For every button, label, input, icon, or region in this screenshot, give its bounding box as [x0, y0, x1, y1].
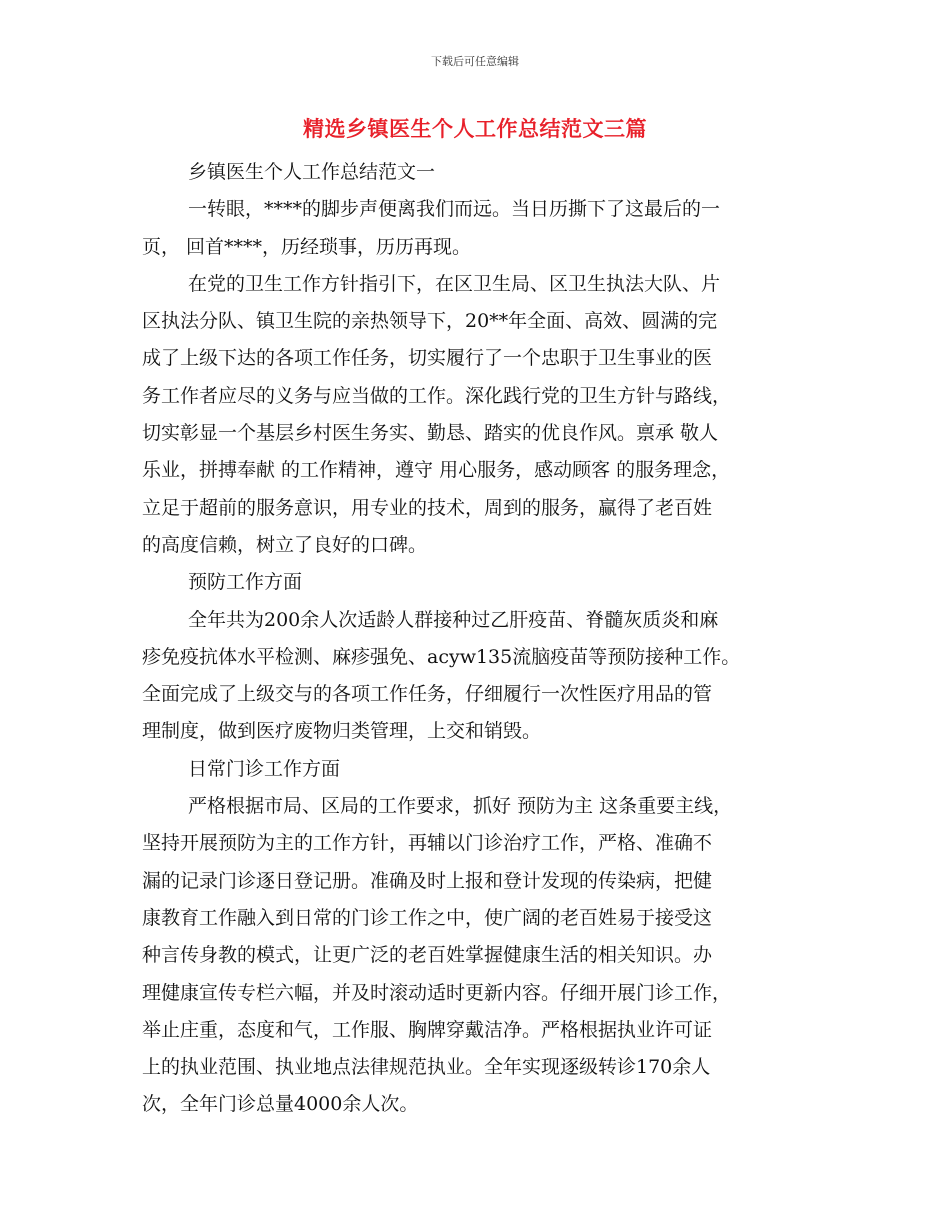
text-line: 上的执业范围、执业地点法律规范执业。全年实现逐级转诊170余人 — [142, 1056, 711, 1079]
text-line: 切实彰显一个基层乡村医生务实、勤恳、踏实的优良作风。禀承 敬人 — [142, 422, 719, 445]
text-line: 疹免疫抗体水平检测、麻疹强免、acyw135流脑疫苗等预防接种工作。 — [142, 645, 741, 668]
text-line: 的高度信赖，树立了良好的口碑。 — [142, 533, 428, 556]
text-line: 成了上级下达的各项工作任务，切实履行了一个忠职于卫生事业的医 — [142, 347, 713, 370]
document-body — [142, 154, 822, 1124]
text-line: 理健康宣传专栏六幅，并及时滚动适时更新内容。仔细开展门诊工作， — [142, 981, 732, 1004]
text-line: 漏的记录门诊逐日登记册。准确及时上报和登计发现的传染病，把健 — [142, 869, 713, 892]
text-line: 日常门诊工作方面 — [188, 757, 341, 780]
text-line: 理制度，做到医疗废物归类管理，上交和销毁。 — [142, 720, 542, 743]
text-line: 次，全年门诊总量4000余人次。 — [142, 1093, 419, 1116]
text-line: 区执法分队、镇卫生院的亲热领导下，20**年全面、高效、圆满的完 — [142, 310, 718, 333]
text-line: 乐业，拼搏奉献 的工作精神，遵守 用心服务，感动顾客 的服务理念， — [142, 459, 731, 482]
text-line: 预防工作方面 — [188, 571, 303, 594]
text-line: 坚持开展预防为主的工作方针，再辅以门诊治疗工作，严格、准确不 — [142, 832, 713, 855]
text-line: 乡镇医生个人工作总结范文一 — [188, 161, 436, 183]
text-line: 严格根据市局、区局的工作要求，抓好 预防为主 这条重要主线， — [188, 795, 733, 818]
text-line: 种言传身教的模式，让更广泛的老百姓掌握健康生活的相关知识。办 — [142, 944, 713, 967]
text-line: 页， 回首****，历经琐事，历历再现。 — [142, 235, 472, 258]
text-line: 全年共为200余人次适龄人群接种过乙肝疫苗、脊髓灰质炎和麻 — [188, 608, 719, 631]
text-line: 在党的卫生工作方针指引下，在区卫生局、区卫生执法大队、片 — [188, 272, 721, 295]
text-line: 立足于超前的服务意识，用专业的技术，周到的服务，赢得了老百姓 — [142, 496, 713, 519]
document-title: 精选乡镇医生个人工作总结范文三篇 — [303, 116, 647, 141]
text-line: 一转眼，****的脚步声便离我们而远。当日历撕下了这最后的一 — [188, 198, 721, 221]
page-header-note: 下载后可任意编辑 — [431, 55, 519, 68]
text-line: 举止庄重，态度和气，工作服、胸牌穿戴洁净。严格根据执业许可证 — [142, 1018, 713, 1041]
text-line: 康教育工作融入到日常的门诊工作之中，使广阔的老百姓易于接受这 — [142, 906, 713, 929]
text-line: 务工作者应尽的义务与应当做的工作。深化践行党的卫生方针与路线， — [142, 384, 732, 407]
text-line: 全面完成了上级交与的各项工作任务，仔细履行一次性医疗用品的管 — [142, 683, 713, 706]
